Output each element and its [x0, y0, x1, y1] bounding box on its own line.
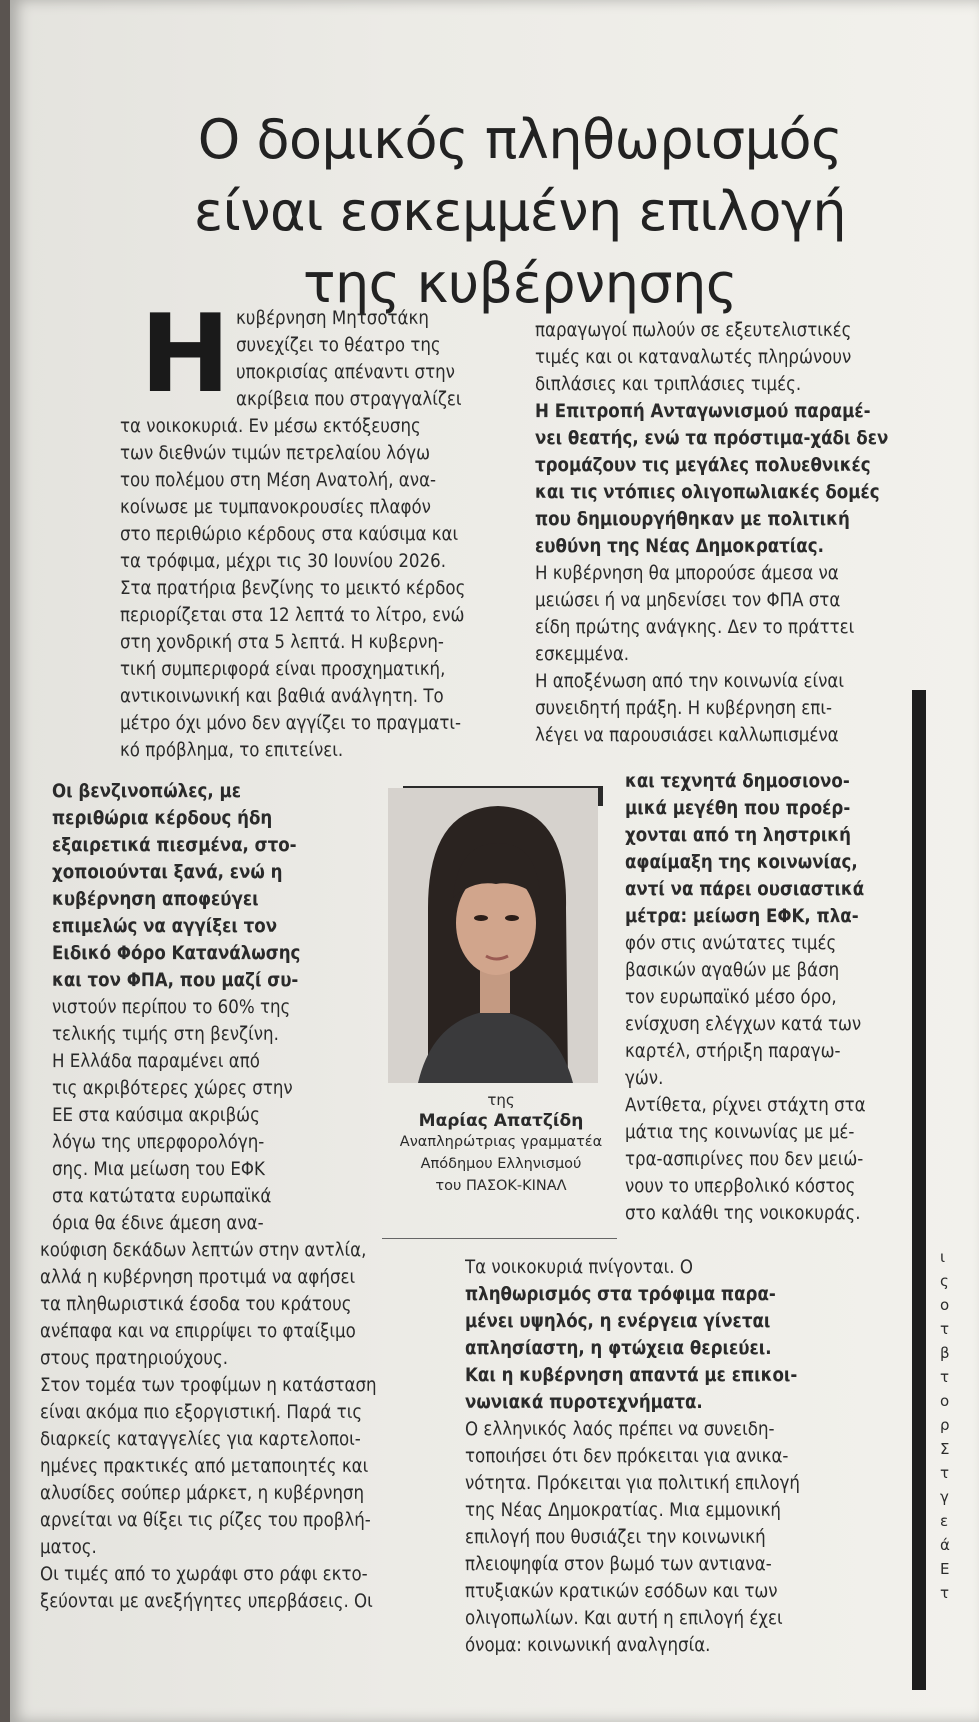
text-line: κό πρόβλημα, το επιτείνει.: [120, 740, 344, 761]
text-line: τα τρόφιμα, μέχρι τις 30 Ιουνίου 2026.: [120, 551, 446, 572]
edge-letter: ε: [940, 1512, 949, 1530]
text-line: Στον τομέα των τροφίμων η κατάσταση: [40, 1375, 377, 1396]
title-line: Ο δομικός πληθωρισμός: [197, 108, 843, 172]
edge-letter: γ: [940, 1488, 949, 1506]
text-line: τική συμπεριφορά είναι προσχηματική,: [120, 659, 446, 680]
text-line: ακρίβεια που στραγγαλίζει: [236, 389, 462, 410]
text-line: νιστούν περίπου το 60% της: [52, 997, 291, 1018]
text-line: χονται από τη ληστρική: [625, 825, 851, 846]
edge-letter: Σ: [940, 1440, 950, 1458]
text-line: τιμές και οι καταναλωτές πληρώνουν: [535, 347, 852, 368]
text-line: στο καλάθι της νοικοκυράς.: [625, 1203, 861, 1224]
right-column-text: [535, 317, 925, 749]
text-line: μένει υψηλός, η ενέργεια γίνεται: [465, 1311, 771, 1332]
text-line: Αντίθετα, ρίχνει στάχτη στα: [625, 1095, 866, 1116]
text-line: που δημιουργήθηκαν με πολιτική: [535, 509, 850, 530]
text-line: Η αποξένωση από την κοινωνία είναι: [535, 671, 845, 692]
text-line: φόν στις ανώτατες τιμές: [625, 933, 837, 954]
text-line: τρομάζουν τις μεγάλες πολυεθνικές: [535, 455, 871, 476]
edge-letter: ο: [940, 1392, 950, 1410]
edge-letter: Ε: [940, 1560, 950, 1578]
text-line: νει θεατής, ενώ τα πρόστιμα-χάδι δεν: [535, 428, 889, 449]
author-name: Μαρίας Απατζίδη: [418, 1111, 584, 1131]
text-line: ευθύνη της Νέας Δημοκρατίας.: [535, 536, 824, 557]
text-line: Τα νοικοκυριά πνίγονται. Ο: [465, 1257, 693, 1278]
title-line: είναι εσκεμμένη επιλογή: [193, 180, 847, 244]
right-column-bottom: [465, 1254, 905, 1659]
text-line: τελικής τιμής στη βενζίνη.: [52, 1024, 279, 1045]
left-column-text: [120, 413, 494, 764]
text-line: λέγει να παρουσιάσει καλλωπισμένα: [535, 725, 839, 746]
article-title: [130, 104, 910, 320]
author-photo: [388, 788, 598, 1083]
text-line: διπλάσιες και τριπλάσιες τιμές.: [535, 374, 802, 395]
author-role: του ΠΑΣΟΚ-ΚΙΝΑΛ: [435, 1178, 567, 1194]
text-line: είδη πρώτης ανάγκης. Δεν το πράττει: [535, 617, 855, 638]
text-line: τον ευρωπαϊκό μέσο όρο,: [625, 987, 837, 1008]
text-line: Ειδικό Φόρο Κατανάλωσης: [52, 943, 301, 964]
text-line: λόγω της υπερφορολόγη-: [52, 1132, 265, 1153]
text-line: και τον ΦΠΑ, που μαζί συ-: [52, 970, 299, 991]
text-line: πληθωρισμός στα τρόφιμα παρα-: [465, 1284, 776, 1305]
text-line: της Νέας Δημοκρατίας. Μια εμμονική: [465, 1500, 781, 1521]
left-column-continued: [52, 778, 377, 1237]
byline-prefix: της: [487, 1091, 515, 1109]
edge-letter: ο: [940, 1296, 950, 1314]
text-line: των διεθνών τιμών πετρελαίου λόγω: [120, 443, 431, 464]
text-line: Η Επιτροπή Ανταγωνισμού παραμέ-: [535, 401, 871, 422]
edge-letter: τ: [940, 1464, 950, 1482]
text-line: αλυσίδες σούπερ μάρκετ, η κυβέρνηση: [40, 1483, 365, 1504]
text-line: στους πρατηριούχους.: [40, 1348, 229, 1369]
text-line: ματος.: [40, 1537, 97, 1558]
right-column-beside-photo: [625, 768, 915, 1227]
column-rule: [912, 690, 926, 1690]
edge-letter: β: [940, 1344, 950, 1362]
author-role: Απόδημου Ελληνισμού: [420, 1156, 582, 1172]
edge-letter: ι: [940, 1248, 946, 1266]
text-line: του πολέμου στη Μέση Ανατολή, ανα-: [120, 470, 437, 491]
edge-letter: ά: [940, 1536, 950, 1554]
text-line: επιμελώς να αγγίξει τον: [52, 916, 278, 937]
text-line: σης. Μια μείωση του ΕΦΚ: [52, 1159, 265, 1180]
text-line: γών.: [625, 1068, 664, 1089]
text-line: κυβέρνηση αποφεύγει: [52, 889, 259, 910]
text-line: μειώσει ή να μηδενίσει τον ΦΠΑ στα: [535, 590, 841, 611]
text-line: μέτρο όχι μόνο δεν αγγίζει το πραγματι-: [120, 713, 461, 734]
text-line: ξεύονται με ανεξήγητες υπερβάσεις. Οι: [40, 1591, 373, 1612]
drop-cap: Η: [140, 292, 231, 417]
text-line: Ο ελληνικός λαός πρέπει να συνειδη-: [465, 1419, 775, 1440]
text-line: συνεχίζει το θέατρο της: [236, 335, 441, 356]
text-line: τα πληθωριστικά έσοδα του κράτους: [40, 1294, 352, 1315]
text-line: Η κυβέρνηση θα μπορούσε άμεσα να: [535, 563, 839, 584]
edge-letter: τ: [940, 1368, 950, 1386]
text-line: τα νοικοκυριά. Εν μέσω εκτόξευσης: [120, 416, 421, 437]
author-role: Αναπληρώτριας γραμματέα: [399, 1134, 603, 1150]
text-line: νουν το υπερβολικό κόστος: [625, 1176, 856, 1197]
text-line: απλησίαστη, η φτώχεια θεριεύει.: [465, 1338, 772, 1359]
text-line: και τεχνητά δημοσιονο-: [625, 771, 850, 792]
text-line: ενίσχυση ελέγχων κατά των: [625, 1014, 862, 1035]
text-line: συνειδητή πράξη. Η κυβέρνηση επι-: [535, 698, 832, 719]
text-line: στη χονδρική στα 5 λεπτά. Η κυβερνη-: [120, 632, 444, 653]
text-line: ΕΕ στα καύσιμα ακριβώς: [52, 1105, 260, 1126]
author-caption: [392, 1091, 610, 1197]
text-line: αρνείται να θίξει τις ρίζες του προβλή-: [40, 1510, 371, 1531]
text-line: κυβέρνηση Μητσοτάκη: [236, 308, 429, 329]
text-line: εσκεμμένα.: [535, 644, 630, 665]
text-line: μέτρα: μείωση ΕΦΚ, πλα-: [625, 906, 859, 927]
text-line: νωνιακά πυροτεχνήματα.: [465, 1392, 703, 1413]
text-line: διαρκείς καταγγελίες για καρτελοποι-: [40, 1429, 361, 1450]
text-line: ολιγοπωλίων. Και αυτή η επιλογή έχει: [465, 1608, 783, 1629]
text-line: ημένες πρακτικές από μεταποιητές και: [40, 1456, 369, 1477]
text-line: μάτια της κοινωνίας με μέ-: [625, 1122, 855, 1143]
edge-letter: ρ: [940, 1416, 950, 1434]
text-line: βασικών αγαθών με βάση: [625, 960, 840, 981]
text-line: περιθώρια κέρδους ήδη: [52, 808, 273, 829]
text-line: αντί να πάρει ουσιαστικά: [625, 879, 865, 900]
text-line: παραγωγοί πωλούν σε εξευτελιστικές: [535, 320, 852, 341]
title-line: της κυβέρνησης: [302, 252, 738, 316]
text-line: στα κατώτατα ευρωπαϊκά: [52, 1186, 272, 1207]
text-line: κοίνωσε με τυμπανοκρουσίες πλαφόν: [120, 497, 431, 518]
text-line: ανέπαφα και να επιρρίψει το φταίξιμο: [40, 1321, 356, 1342]
text-line: υποκρισίας απέναντι στην: [236, 362, 455, 383]
edge-letter: ς: [940, 1272, 949, 1290]
text-line: και τις ντόπιες ολιγοπωλιακές δομές: [535, 482, 880, 503]
text-line: όρια θα έδινε άμεση ανα-: [52, 1213, 264, 1234]
text-line: είναι ακόμα πιο εξοργιστική. Παρά τις: [40, 1402, 363, 1423]
left-column-intro: [236, 305, 494, 413]
text-line: καρτέλ, στήριξη παραγω-: [625, 1041, 841, 1062]
adjacent-article-edge: [940, 1245, 970, 1605]
text-line: όνομα: κοινωνική αναλγησία.: [465, 1635, 711, 1656]
text-line: εξαιρετικά πιεσμένα, στο-: [52, 835, 297, 856]
left-column-bottom: [40, 1237, 435, 1615]
text-line: τις ακριβότερες χώρες στην: [52, 1078, 293, 1099]
text-line: χοποιούνται ξανά, ενώ η: [52, 862, 283, 883]
portrait-illustration: [388, 788, 598, 1083]
text-line: μικά μεγέθη που προέρ-: [625, 798, 851, 819]
edge-letter: τ: [940, 1320, 950, 1338]
text-line: τρα-ασπιρίνες που δεν μειώ-: [625, 1149, 864, 1170]
text-line: Η Ελλάδα παραμένει από: [52, 1051, 260, 1072]
text-line: κούφιση δεκάδων λεπτών στην αντλία,: [40, 1240, 367, 1261]
text-line: Και η κυβέρνηση απαντά με επικοι-: [465, 1365, 798, 1386]
text-line: επιλογή που θυσιάζει την κοινωνική: [465, 1527, 766, 1548]
text-line: αντικοινωνική και βαθιά ανάλγητη. Το: [120, 686, 444, 707]
text-line: περιορίζεται στα 12 λεπτά το λίτρο, ενώ: [120, 605, 465, 626]
edge-letter: τ: [940, 1584, 950, 1602]
text-line: αφαίμαξη της κοινωνίας,: [625, 852, 858, 873]
text-line: στο περιθώριο κέρδους στα καύσιμα και: [120, 524, 459, 545]
text-line: τοποιήσει ότι δεν πρόκειται για ανικα-: [465, 1446, 789, 1467]
text-line: Στα πρατήρια βενζίνης το μεικτό κέρδος: [120, 578, 466, 599]
text-line: Οι τιμές από το χωράφι στο ράφι εκτο-: [40, 1564, 368, 1585]
text-line: νότητα. Πρόκειται για πολιτική επιλογή: [465, 1473, 800, 1494]
text-line: πτυξιακών κρατικών εσόδων και των: [465, 1581, 778, 1602]
text-line: πλειοψηφία στον βωμό των αντιανα-: [465, 1554, 772, 1575]
text-line: αλλά η κυβέρνηση προτιμά να αφήσει: [40, 1267, 356, 1288]
text-line: Οι βενζινοπώλες, με: [52, 781, 241, 802]
